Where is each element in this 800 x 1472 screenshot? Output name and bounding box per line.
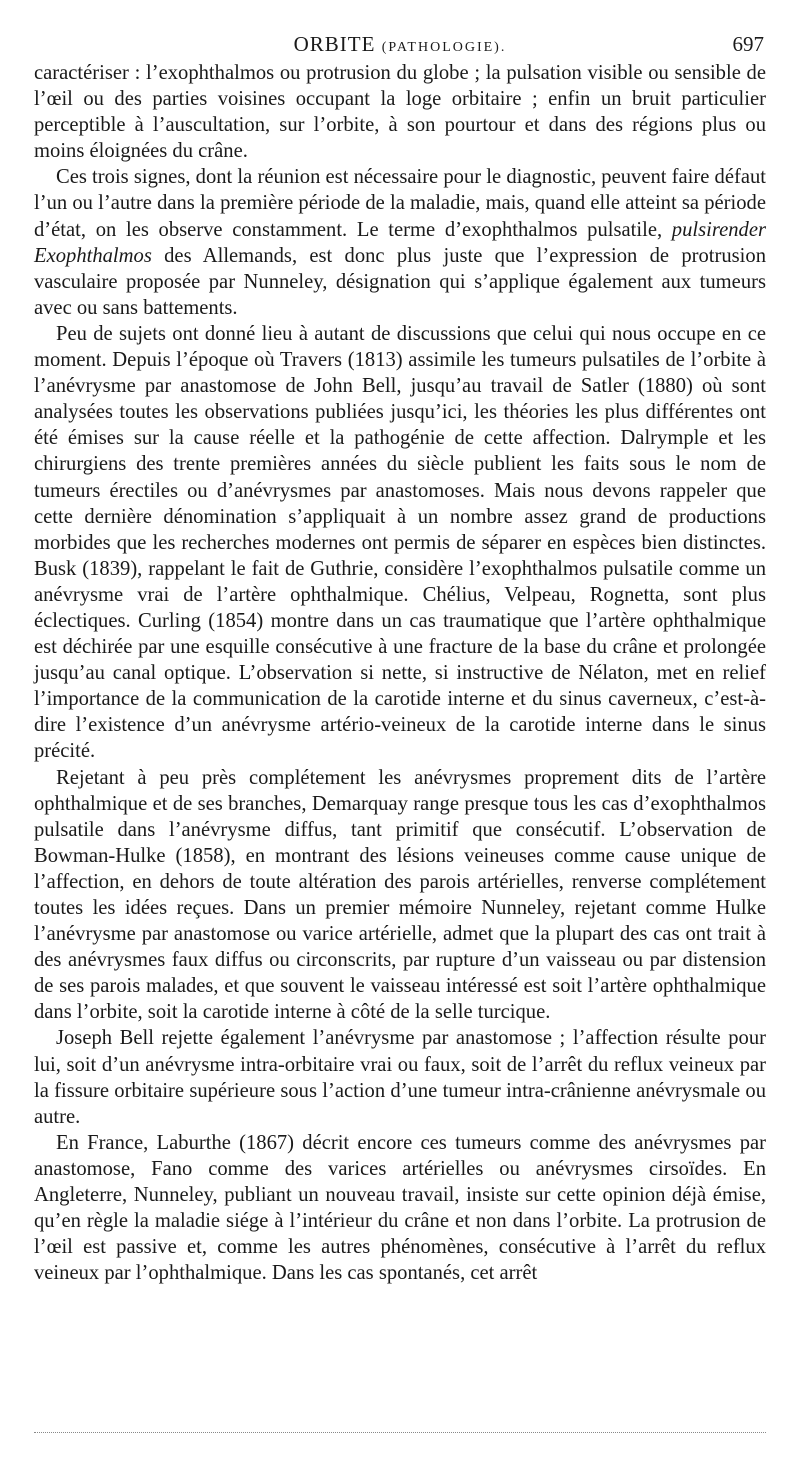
footer-rule [34, 1432, 766, 1434]
paragraph-text: des Allemands, est donc plus juste que l’expression de protrusion vasculaire proposée par Nunneley, désignation qui s’applique également aux tumeurs avec ou sans battements. [34, 244, 766, 319]
running-head-subtitle: (PATHOLOGIE). [381, 40, 507, 55]
paragraph-text: Ces trois signes, dont la réunion est nécessaire pour le diagnostic, peuvent faire défaut l’un ou l’autre dans la première période de la maladie, mais, quand elle atteint sa période d’état, on les observe constamment. Le terme d’exophthalmos pulsatile, [34, 166, 766, 241]
paragraph: Joseph Bell rejette également l’anévrysme par anastomose ; l’affection résulte pour lui, soit d’un anévrysme intra-orbitaire vrai ou faux, soit de l’arrêt du reflux veineux par la fissure orbitaire supérieure sous l’action d’une tumeur intra-crânienne anévrysmale ou autre. [34, 1027, 766, 1128]
paragraph: Peu de sujets ont donné lieu à autant de discussions que celui qui nous occupe en ce moment. Depuis l’époque où Travers (1813) assimile les tumeurs pulsatiles de l’orbite à l’anévrysme par anastomose de John Bell, jusqu’au travail de Satler (1880) où sont analysées toutes les observations publiées jusqu’ici, les théories les plus différentes ont été émises sur la cause réelle et la pathogénie de cette affection. Dalrymple et les chirurgiens des trente premières années du siècle publient les faits sous le nom de tumeurs érectiles ou d’anévrysmes par anastomoses. Mais nous devons rappeler que cette dernière dénomination s’appliquait à un nombre assez grand de productions morbides que les recherches modernes ont permis de séparer en espèces bien distinctes. Busk (1839), rappelant le fait de Guthrie, considère l’exophthalmos pulsatile comme un anévrysme vrai de l’artère ophthalmique. Chélius, Velpeau, Rognetta, sont plus éclectiques. Curling (1854) montre dans un cas traumatique que l’artère ophthalmique est déchirée par une esquille consécutive à une fracture de la base du crâne et prolongée jusqu’au canal optique. L’observation si nette, si instructive de Nélaton, met en relief l’importance de la communication de la carotide interne et du sinus caverneux, c’est-à-dire l’existence d’un anévrysme artério-veineux de la carotide interne dans le sinus précité. [34, 322, 766, 763]
page-header [34, 28, 766, 58]
running-head-title: ORBITE [293, 32, 376, 56]
body-text [34, 60, 766, 1286]
page-number: 697 [732, 32, 764, 56]
paragraph: caractériser : l’exophthalmos ou protrusion du globe ; la pulsation visible ou sensible de l’œil ou des parties voisines occupant la loge orbitaire ; enfin un bruit particulier perceptible à l’auscultation, sur l’orbite, à son pourtour et dans des régions plus ou moins éloignées du crâne. [34, 62, 766, 163]
paragraph-italic-term: pulsirender Exophthalmos [34, 218, 766, 267]
paragraph: En France, Laburthe (1867) décrit encore ces tumeurs comme des anévrysmes par anastomose, Fano comme des varices artérielles ou anévrysmes cirsoïdes. En Angleterre, Nunneley, publiant un nouveau travail, insiste sur cette opinion déjà émise, qu’en règle la maladie siége à l’intérieur du crâne et non dans l’orbite. La protrusion de l’œil est passive et, comme les autres phénomènes, consécutive à l’arrêt du reflux veineux par l’ophthalmique. Dans les cas spontanés, cet arrêt [34, 1131, 766, 1285]
paragraph [34, 164, 766, 321]
paragraph: Rejetant à peu près complétement les anévrysmes proprement dits de l’artère ophthalmique et de ses branches, Demarquay range presque tous les cas d’exophthalmos pulsatile dans l’anévrysme diffus, tant primitif que consécutif. L’observation de Bowman-Hulke (1858), en montrant des lésions veineuses comme cause unique de l’affection, en dehors de toute altération des parois artérielles, renverse complétement toutes les idées reçues. Dans un premier mémoire Nunneley, rejetant comme Hulke l’anévrysme par anastomose ou varice artérielle, admet que la plupart des cas ont trait à des anévrysmes faux diffus ou circonscrits, par rupture d’un vaisseau ou par distension de ses parois malades, et que souvent le vaisseau intéressé est soit l’artère ophthalmique dans l’orbite, soit la carotide interne à côté de la selle turcique. [34, 766, 766, 1024]
running-head [34, 32, 766, 57]
